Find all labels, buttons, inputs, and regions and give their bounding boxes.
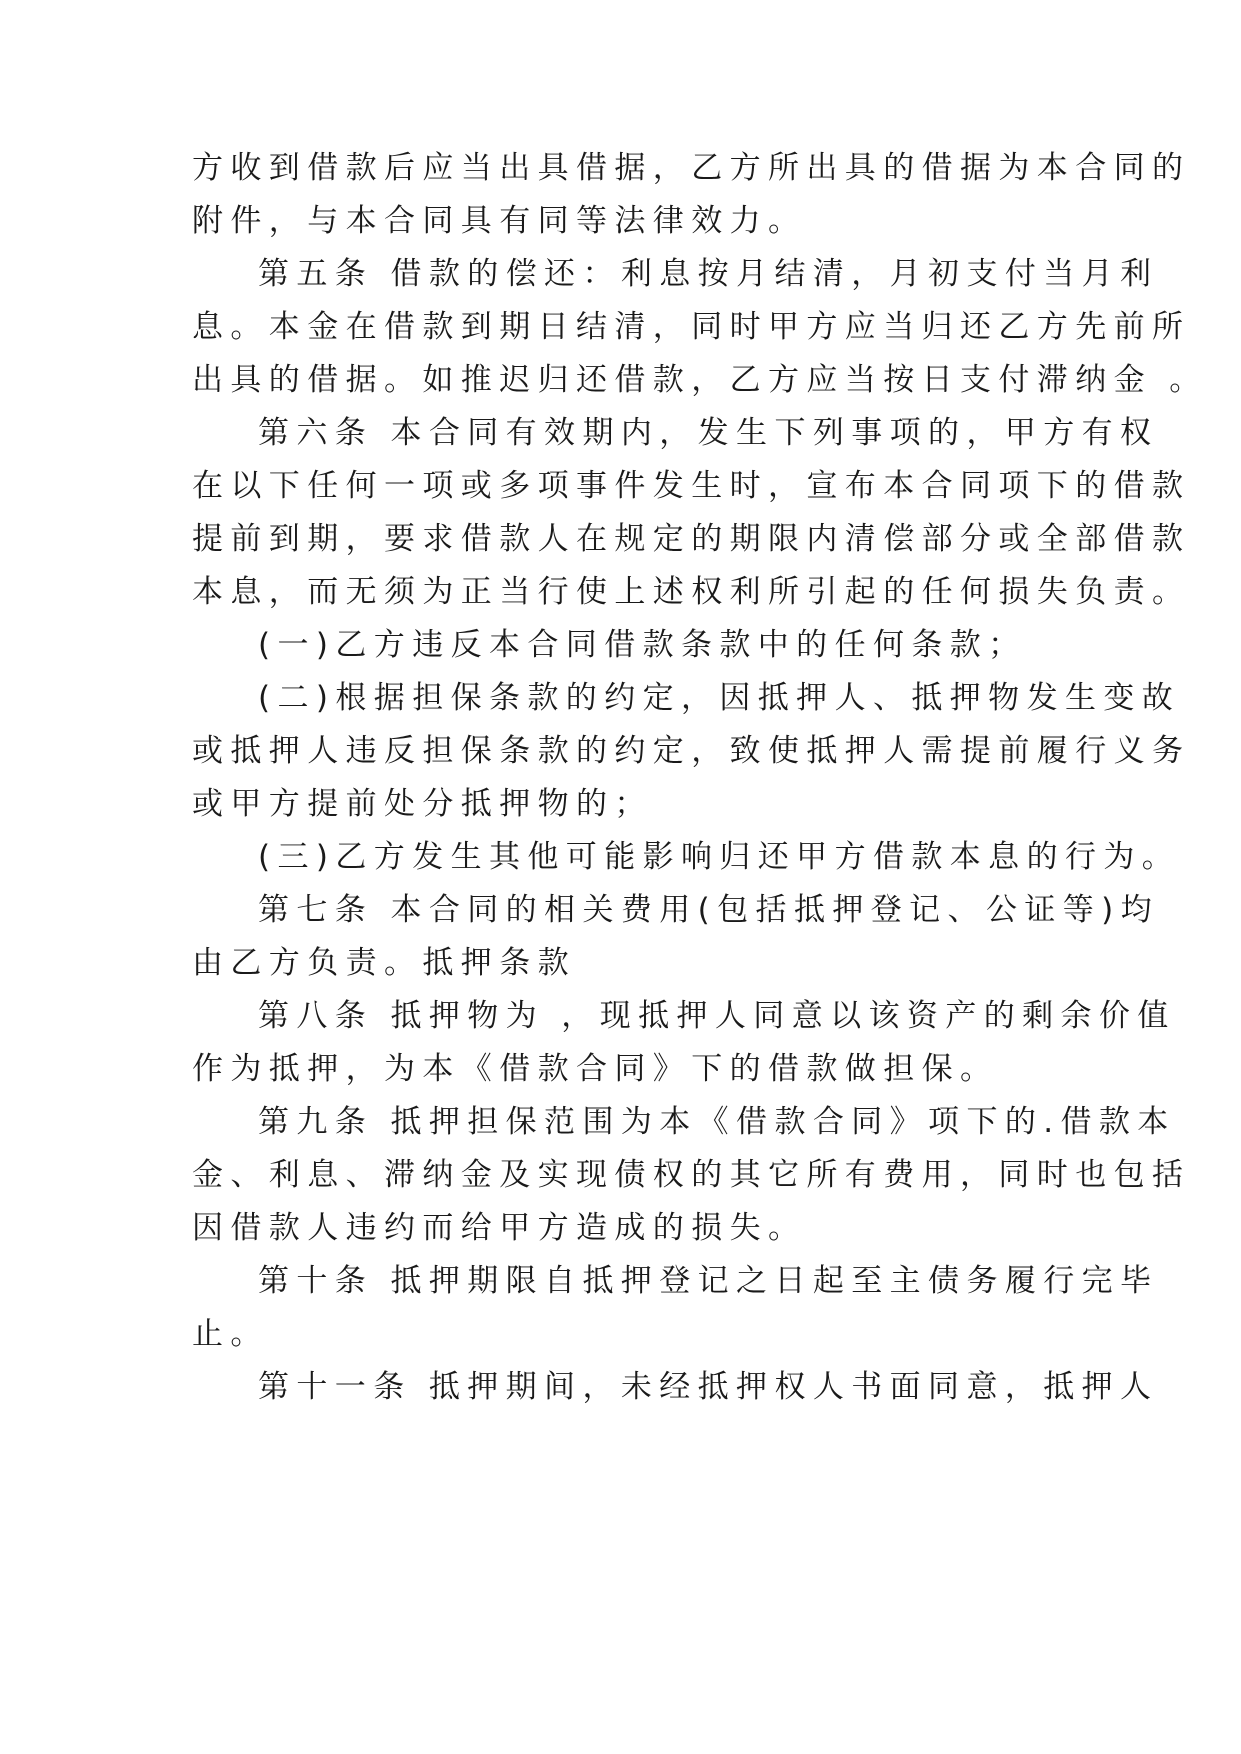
text-line: 在以下任何一项或多项事件发生时，宣布本合同项下的借款 — [192, 468, 1191, 504]
text-line: 因借款人违约而给甲方造成的损失。 — [192, 1210, 807, 1246]
text-line: (一)乙方违反本合同借款条款中的任何条款； — [258, 627, 1027, 663]
text-line: 或抵押人违反担保条款的约定，致使抵押人需提前履行义务 — [192, 733, 1191, 769]
text-line: 或甲方提前处分抵押物的； — [192, 786, 653, 822]
text-line: 息。本金在借款到期日结清，同时甲方应当归还乙方先前所 — [192, 309, 1191, 345]
text-line: 第七条 本合同的相关费用(包括抵押登记、公证等)均 — [258, 892, 1160, 928]
text-line: 第八条 抵押物为 ，现抵押人同意以该资产的剩余价值 — [258, 998, 1176, 1034]
text-line: (三)乙方发生其他可能影响归还甲方借款本息的行为。 — [258, 839, 1181, 875]
text-line: 出具的借据。如推迟归还借款，乙方应当按日支付滞纳金 。 — [192, 362, 1208, 398]
text-line: 方收到借款后应当出具借据，乙方所出具的借据为本合同的 — [192, 150, 1191, 186]
text-line: 附件，与本合同具有同等法律效力。 — [192, 203, 807, 239]
text-line: 止。 — [192, 1316, 269, 1352]
text-line: 第五条 借款的偿还：利息按月结清，月初支付当月利 — [258, 256, 1159, 292]
text-line: 第九条 抵押担保范围为本《借款合同》项下的.借款本 — [258, 1104, 1176, 1140]
text-line: 第十一条 抵押期间，未经抵押权人书面同意，抵押人 — [258, 1369, 1159, 1405]
text-line: (二)根据担保条款的约定，因抵押人、抵押物发生变故 — [258, 680, 1181, 716]
text-line: 第六条 本合同有效期内，发生下列事项的，甲方有权 — [258, 415, 1159, 451]
text-line: 第十条 抵押期限自抵押登记之日起至主债务履行完毕 — [258, 1263, 1159, 1299]
text-line: 本息，而无须为正当行使上述权利所引起的任何损失负责。 — [192, 574, 1191, 610]
text-line: 作为抵押，为本《借款合同》下的借款做担保。 — [192, 1051, 999, 1087]
text-line: 提前到期，要求借款人在规定的期限内清偿部分或全部借款 — [192, 521, 1191, 557]
text-line: 由乙方负责。抵押条款 — [192, 945, 576, 981]
text-line: 金、利息、滞纳金及实现债权的其它所有费用，同时也包括 — [192, 1157, 1191, 1193]
